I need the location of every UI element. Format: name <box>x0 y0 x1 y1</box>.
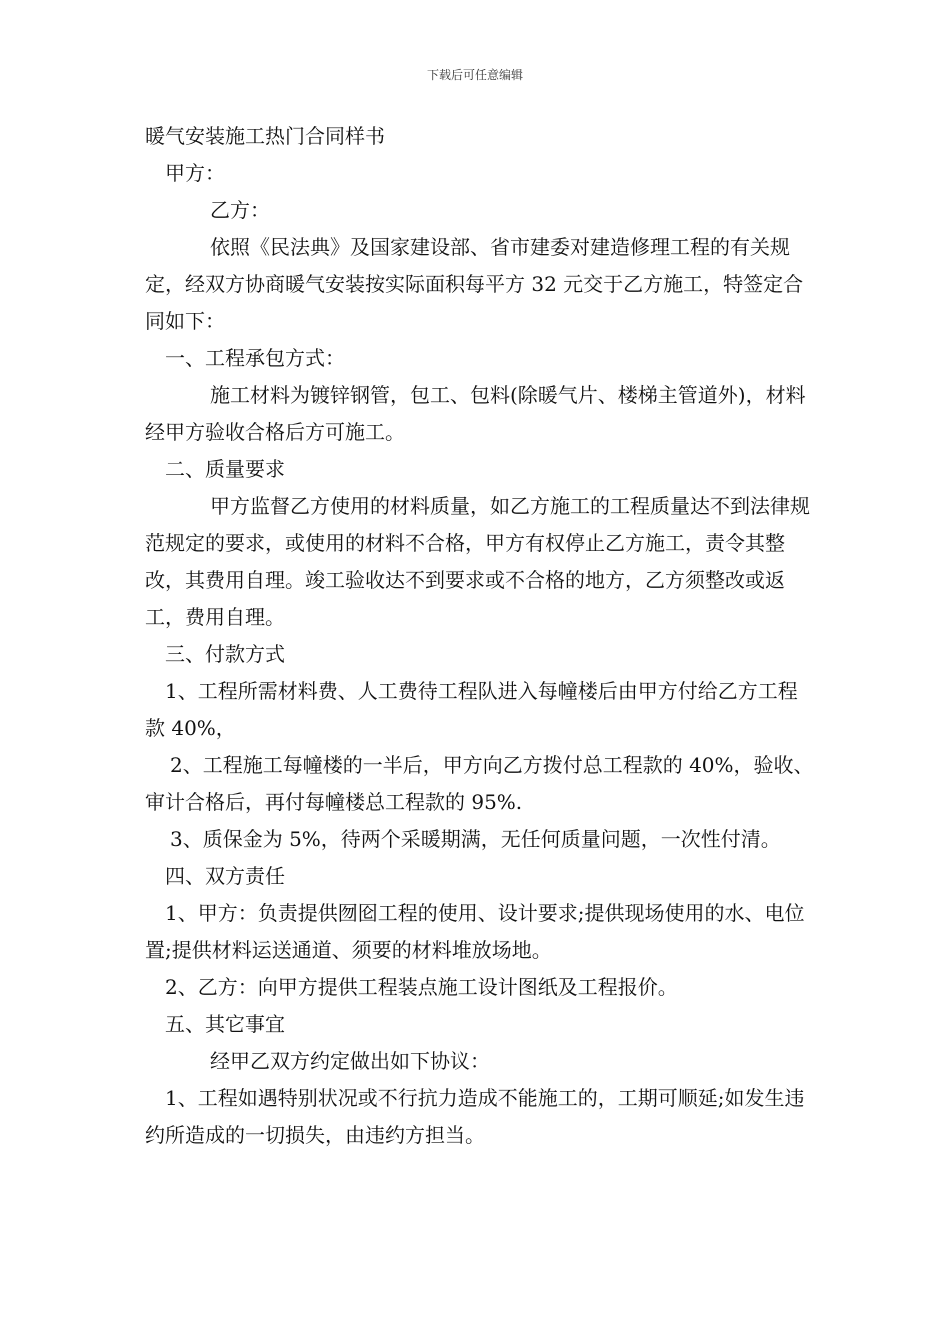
party-a-label: 甲方： <box>165 161 225 185</box>
section-3-item-2: 2、工程施工每幢楼的一半后，甲方向乙方拨付总工程款的 40%，验收、审计合格后，再付每幢楼总工程款的 95%. <box>145 753 814 814</box>
section-4-item-1: 1、甲方：负责提供囫囵工程的使用、设计要求;提供现场使用的水、电位置;提供材料运送通道、须要的材料堆放场地。 <box>145 901 805 962</box>
section-3-heading: 三、付款方式 <box>165 642 285 666</box>
party-b-label: 乙方： <box>210 198 270 222</box>
section-4-item-2: 2、乙方：向甲方提供工程装点施工设计图纸及工程报价。 <box>165 975 678 999</box>
page-header-note: 下载后可任意编辑 <box>426 68 523 82</box>
document-body <box>145 118 815 1154</box>
section-4-heading: 四、双方责任 <box>165 864 285 888</box>
section-1-heading: 一、工程承包方式： <box>165 346 345 370</box>
section-5-item-1: 1、工程如遇特别状况或不行抗力造成不能施工的，工期可顺延;如发生违约所造成的一切损失，由违约方担当。 <box>145 1086 805 1147</box>
intro-paragraph: 依照《民法典》及国家建设部、省市建委对建造修理工程的有关规定，经双方协商暖气安装按实际面积每平方 32 元交于乙方施工，特签定合同如下： <box>145 235 804 333</box>
section-1-text: 施工材料为镀锌钢管，包工、包料(除暖气片、楼梯主管道外)，材料经甲方验收合格后方可施工。 <box>145 383 806 444</box>
section-3-item-3: 3、质保金为 5%，待两个采暖期满，无任何质量问题，一次性付清。 <box>170 827 781 851</box>
document-title: 暖气安装施工热门合同样书 <box>145 124 385 148</box>
section-2-heading: 二、质量要求 <box>165 457 285 481</box>
section-3-item-1: 1、工程所需材料费、人工费待工程队进入每幢楼后由甲方付给乙方工程款 40%， <box>145 679 798 740</box>
section-5-text: 经甲乙双方约定做出如下协议： <box>210 1049 490 1073</box>
section-5-heading: 五、其它事宜 <box>165 1012 285 1036</box>
section-2-text: 甲方监督乙方使用的材料质量，如乙方施工的工程质量达不到法律规范规定的要求，或使用的材料不合格，甲方有权停止乙方施工，责令其整改，其费用自理。竣工验收达不到要求或不合格的地方，乙方须整改或返工，费用自理。 <box>145 494 810 629</box>
